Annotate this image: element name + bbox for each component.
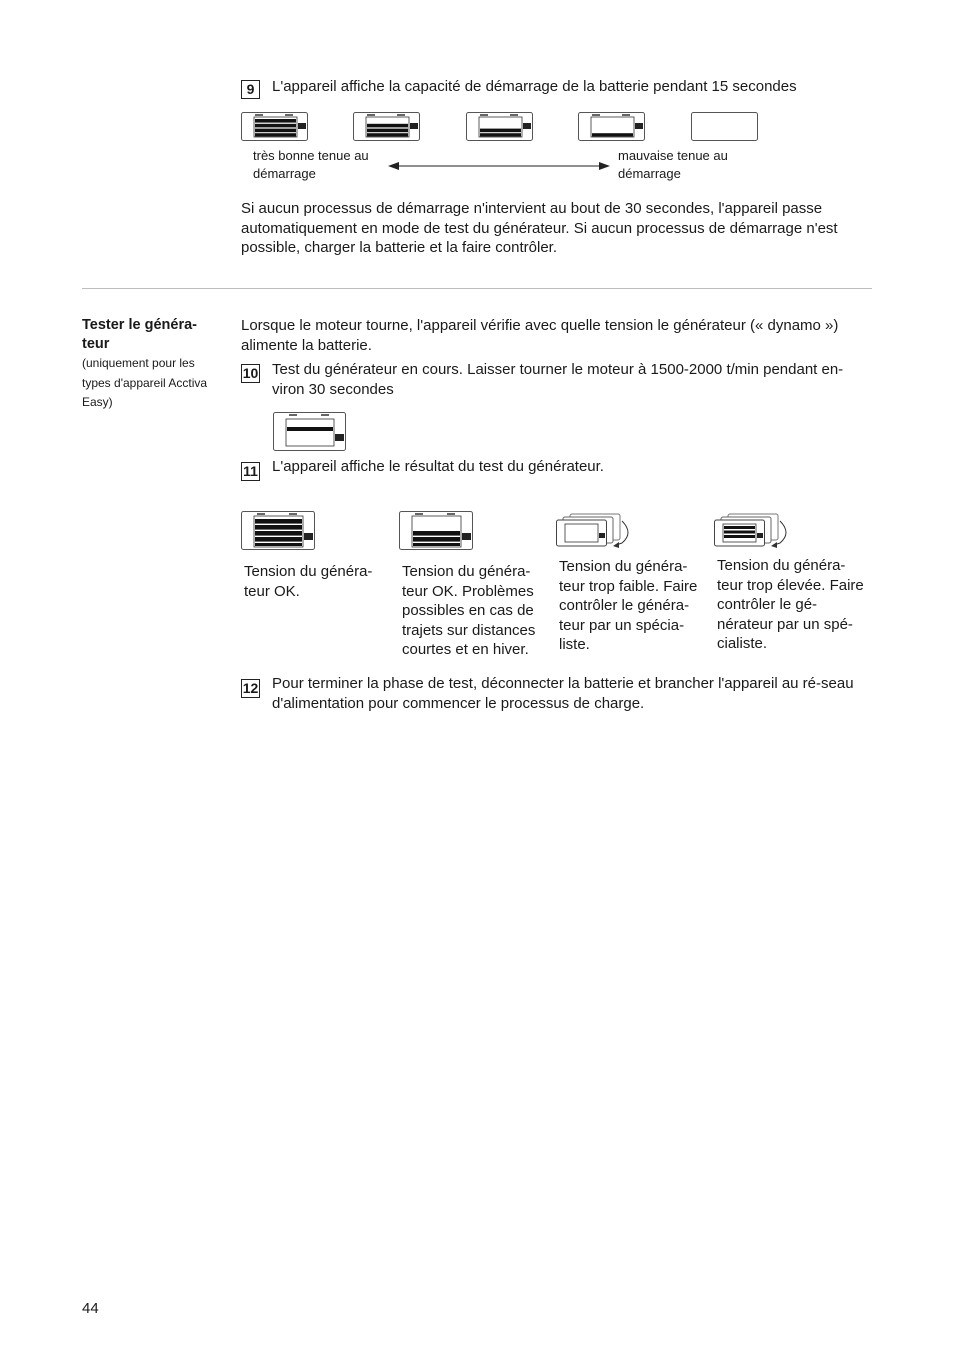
generator-ok-display-icon <box>241 511 316 551</box>
scale-left-label: très bonne tenue au démarrage <box>253 148 369 181</box>
step-number-9: 9 <box>241 80 260 99</box>
step-12-text: Pour terminer la phase de test, déconnecter la batterie et brancher l'appareil au ré-seau d'alimentation pour commencer le processus de charge. <box>272 675 854 712</box>
side-heading: Tester le généra-teur <box>82 317 197 352</box>
step-number-12: 12 <box>242 680 259 696</box>
battery-display-4-bars-icon <box>241 112 309 142</box>
side-subheading: (uniquement pour les types d'appareil Acctiva Easy) <box>82 356 208 409</box>
result-text-ok: Tension du généra-teur OK. <box>244 563 373 600</box>
generator-ok-short-trips-display-icon <box>399 511 474 551</box>
section-divider <box>82 288 872 289</box>
no-start-note: Si aucun processus de démarrage n'intervient au bout de 30 secondes, l'appareil passe automatiquement en mode de test du générateur. Si aucun processus de démarrage n'est possible, charger la batterie et la faire contrôler. <box>241 200 838 256</box>
result-text-ok-short-trips: Tension du généra-teur OK. Problèmes possibles en cas de trajets sur distances courtes et en hiver. <box>402 563 536 658</box>
step-number-10: 10 <box>242 365 259 381</box>
generator-test-display-icon <box>273 412 347 452</box>
result-text-too-low: Tension du généra-teur trop faible. Faire contrôler le généra-teur par un spécia-liste. <box>559 558 698 653</box>
generator-intro: Lorsque le moteur tourne, l'appareil vérifie avec quelle tension le générateur (« dynamo ») alimente la batterie. <box>241 317 839 354</box>
battery-display-3-bars-icon <box>353 112 421 142</box>
battery-display-1-bar-icon <box>578 112 646 142</box>
step-10-text: Test du générateur en cours. Laisser tourner le moteur à 1500-2000 t/min pendant en-viron 30 secondes <box>272 361 844 398</box>
result-text-too-high: Tension du généra-teur trop élevée. Faire contrôler le gé-nérateur par un spé-cialiste. <box>717 557 864 652</box>
step-number-11: 11 <box>241 462 260 481</box>
battery-display-2-bars-icon <box>466 112 534 142</box>
scale-right-label: mauvaise tenue au démarrage <box>618 148 728 181</box>
page-number: 44 <box>82 1300 99 1317</box>
generator-too-high-display-icon <box>714 513 792 549</box>
step-9-text: L'appareil affiche la capacité de démarrage de la batterie pendant 15 secondes <box>272 78 797 95</box>
generator-too-low-display-icon <box>556 513 634 549</box>
step-11-text: L'appareil affiche le résultat du test du générateur. <box>272 458 604 475</box>
battery-display-empty-icon <box>691 112 759 142</box>
double-arrow-icon <box>388 160 610 172</box>
